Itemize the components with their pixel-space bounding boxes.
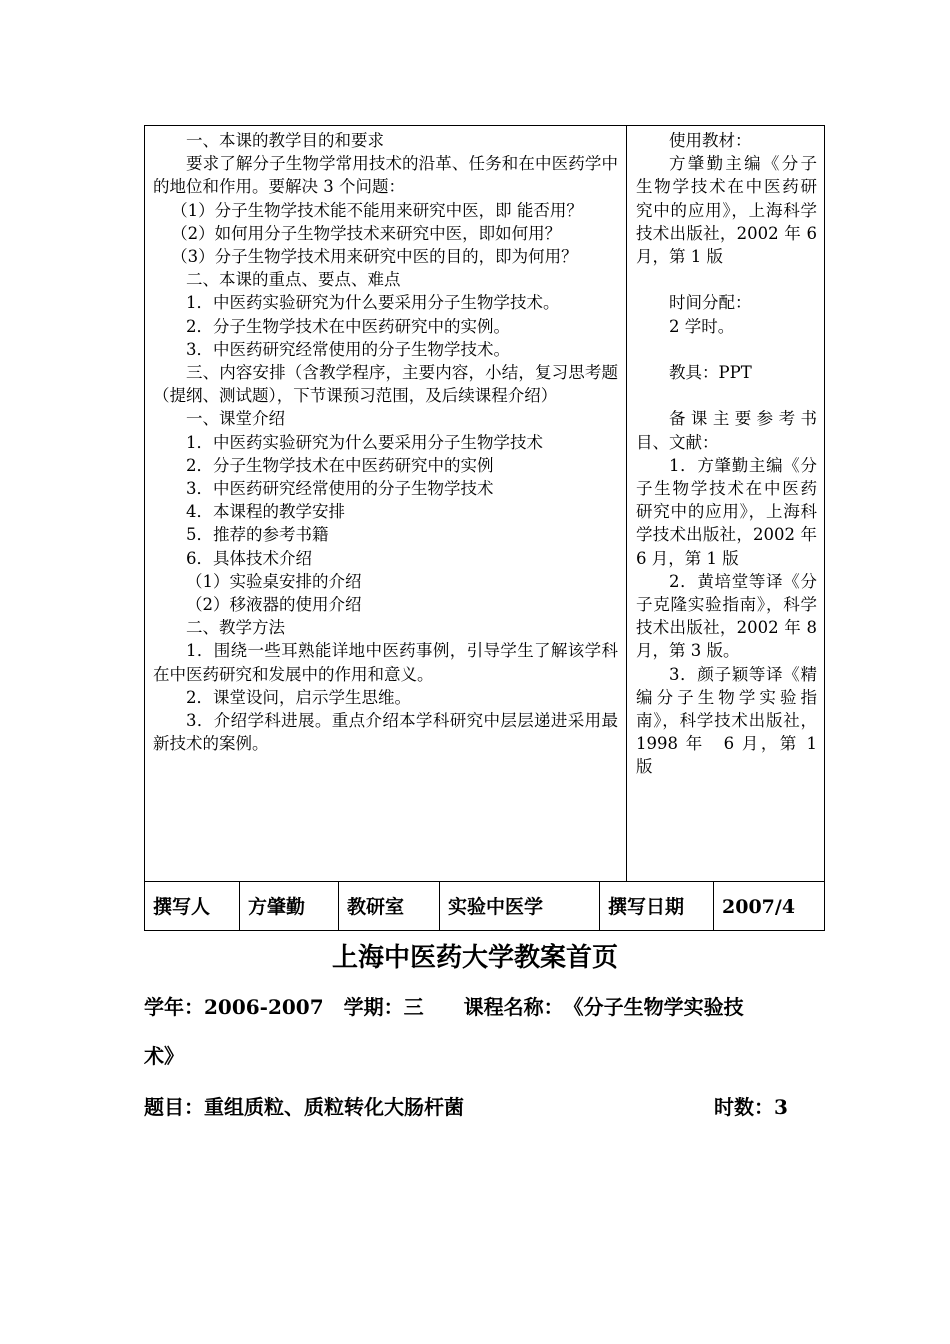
page-title: 上海中医药大学教案首页 bbox=[331, 943, 618, 973]
list-item: （1）实验桌安排的介绍 bbox=[185, 571, 362, 591]
list-item: 4．本课程的教学安排 bbox=[186, 502, 345, 522]
resources-cell bbox=[636, 129, 817, 779]
list-item: （2）移液器的使用介绍 bbox=[185, 595, 362, 615]
teaching-content-cell bbox=[153, 129, 618, 755]
question-item: （1）分子生物学技术能不能用来研究中医，即 能否用？ bbox=[171, 200, 583, 220]
list-item: 3．中医药研究经常使用的分子生物学技术 bbox=[186, 479, 494, 499]
list-item: 5．推荐的参考书籍 bbox=[186, 525, 329, 545]
author-value: 方肇勤 bbox=[248, 896, 306, 918]
topic-line: 题目：重组质粒、质粒转化大肠杆菌 bbox=[144, 1095, 464, 1119]
reference-item: 1．方肇勤主编《分子生物学技术在中医药研究中的应用》，上海科学技术出版社，2002 年 6 月，第 1 版 bbox=[636, 455, 817, 568]
question-item: （2）如何用分子生物学技术来研究中医，即如何用？ bbox=[171, 223, 562, 243]
department-value: 实验中医学 bbox=[448, 896, 544, 918]
column-divider bbox=[626, 126, 627, 881]
question-item: （3）分子生物学技术用来研究中医的目的，即为何用？ bbox=[171, 247, 578, 267]
list-item: 1．中医药实验研究为什么要采用分子生物学技术。 bbox=[186, 293, 560, 313]
hours-line: 时数：3 bbox=[714, 1095, 788, 1119]
section-heading: 一、本课的教学目的和要求 bbox=[186, 131, 384, 150]
author-label: 撰写人 bbox=[153, 896, 211, 918]
course-info-line-cont: 术》 bbox=[144, 1044, 184, 1068]
list-item: 1．中医药实验研究为什么要采用分子生物学技术 bbox=[186, 432, 543, 452]
list-item: 3．介绍学科进展。重点介绍本学科研究中层层递进采用最新技术的案例。 bbox=[153, 711, 618, 754]
list-item: 1．围绕一些耳熟能详地中医药事例，引导学生了解该学科在中医药研究和发展中的作用和意义。 bbox=[153, 641, 618, 684]
references-label: 备课主要参考书目、文献： bbox=[636, 409, 817, 452]
time-label: 时间分配： bbox=[669, 293, 752, 313]
department-label: 教研室 bbox=[347, 896, 405, 918]
section-heading: 二、教学方法 bbox=[186, 618, 285, 638]
date-value: 2007/4 bbox=[722, 896, 796, 918]
paragraph: 要求了解分子生物学常用技术的沿革、任务和在中医药学中的地位和作用。要解决 3 个问题： bbox=[153, 154, 618, 197]
list-item: 2．课堂设问，启示学生思维。 bbox=[186, 687, 411, 707]
list-item: 6．具体技术介绍 bbox=[186, 548, 312, 568]
lesson-plan-table bbox=[144, 125, 825, 931]
section-heading: 二、本课的重点、要点、难点 bbox=[186, 270, 401, 290]
section-heading: 一、课堂介绍 bbox=[186, 409, 285, 429]
textbook-label: 使用教材： bbox=[669, 131, 752, 150]
list-item: 2．分子生物学技术在中医药研究中的实例 bbox=[186, 455, 494, 475]
course-info-line: 学年：2006-2007 学期：三 课程名称： 《分子生物学实验技 bbox=[144, 995, 744, 1019]
section-heading: 三、内容安排（含教学程序，主要内容，小结，复习思考题（提纲、测试题），下节课预习范围，及后续课程介绍） bbox=[153, 363, 618, 406]
time-value: 2 学时。 bbox=[669, 316, 735, 336]
list-item: 2．分子生物学技术在中医药研究中的实例。 bbox=[186, 316, 510, 336]
tools-text: 教具：PPT bbox=[669, 363, 752, 382]
date-label: 撰写日期 bbox=[608, 896, 685, 918]
list-item: 3．中医药研究经常使用的分子生物学技术。 bbox=[186, 339, 510, 359]
reference-item: 2．黄培堂等译《分子克隆实验指南》，科学技术出版社，2002 年 8 月，第 3 版。 bbox=[636, 571, 817, 661]
textbook-text: 方肇勤主编《分子生物学技术在中医药研究中的应用》，上海科学技术出版社，2002 年 6 月，第 1 版 bbox=[636, 154, 817, 267]
reference-item: 3．颜子颖等译《精编分子生物学实验指南》，科学技术出版社，1998 年 6 月，第 1 版 bbox=[636, 664, 817, 777]
